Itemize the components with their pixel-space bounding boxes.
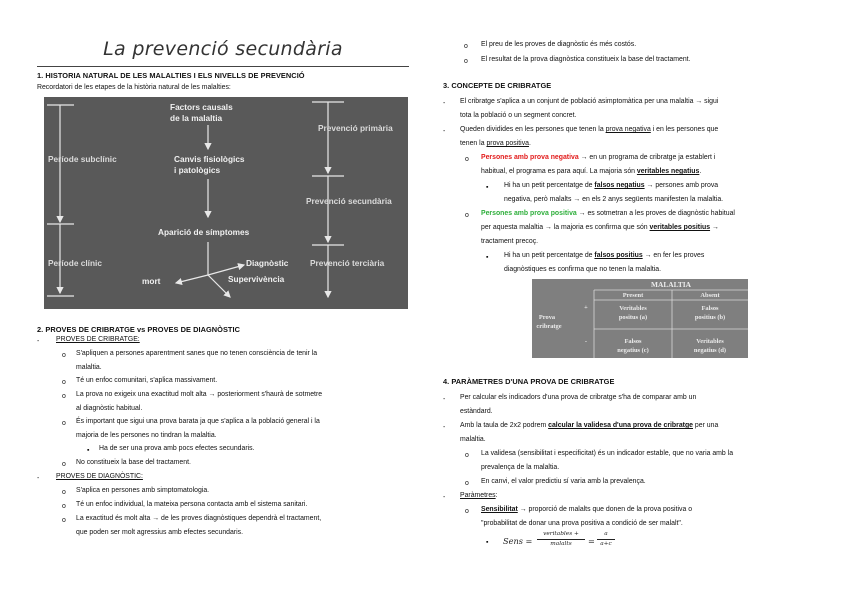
list-item: El preu de les proves de diagnòstic és més costós. xyxy=(481,41,637,48)
table-header: MALALTIA xyxy=(651,280,691,289)
branch-supervivencia xyxy=(208,275,230,297)
list-item: Ha de ser una prova amb pocs efectes secundaris. xyxy=(99,445,255,452)
list-item: malaltia. xyxy=(76,364,102,371)
section-2-heading: 2. PROVES DE CRIBRATGE vs PROVES DE DIAGNÒSTIC xyxy=(37,325,240,334)
list-item: majoria de les persones no tindran la malaltia. xyxy=(76,432,217,439)
label-secundaria: Prevenció secundària xyxy=(306,196,392,206)
branch-mort xyxy=(176,275,208,283)
list-item: Queden dividides en les persones que tenen la prova negativa i en les persones que xyxy=(460,126,719,133)
list-item: tractament precoç. xyxy=(481,238,539,245)
label-primaria: Prevenció primària xyxy=(318,123,393,133)
list-item: que poden ser molt agressius amb efectes secundaris. xyxy=(76,529,243,536)
list-item: No constitueix la base del tractament. xyxy=(76,459,191,466)
section-4-heading: 4. PARÀMETRES D'UNA PROVA DE CRIBRATGE xyxy=(443,377,615,386)
table-row-label: Prova xyxy=(538,314,556,321)
label-aparicio: Aparició de símptomes xyxy=(158,227,250,237)
list-item: Té un enfoc comunitari, s'aplica massivament. xyxy=(76,377,218,384)
list-item: Paràmetres: xyxy=(460,492,498,499)
section-3-heading: 3. CONCEPTE DE CRIBRATGE xyxy=(443,81,552,90)
sensitivity-item: Sensibilitat → proporció de malalts que donen de la prova positiva o xyxy=(481,506,693,513)
list-item: Hi ha un petit percentatge de falsos positius → en fer les proves xyxy=(504,252,705,259)
list-item: Amb la taula de 2x2 podrem calcular la validesa d'una prova de cribratge per una xyxy=(460,422,719,429)
diagnostic-label: PROVES DE DIAGNÒSTIC: xyxy=(56,473,143,480)
table-col-present: Present xyxy=(622,292,644,299)
list-item: El cribratge s'aplica a un conjunt de població asimptomàtica per una malaltia → sigui xyxy=(460,98,719,105)
page-title: La prevenció secundària xyxy=(103,38,343,60)
section-1-heading: 1. HISTORIA NATURAL DE LES MALALTIES I ELS NIVELLS DE PREVENCIÓ xyxy=(37,71,305,80)
table-row-label-2: cribratge xyxy=(536,323,562,330)
table-col-absent: Absent xyxy=(700,292,720,299)
list-item: prevalença de la malaltia. xyxy=(481,464,560,471)
table-cell-d: Veritables negatius (d) xyxy=(693,338,727,354)
label-canvis-2: i patològics xyxy=(174,165,221,175)
list-item: La prova no exigeix una exactitud molt alta → posteriorment s'haurà de sotmetre xyxy=(76,391,323,398)
cribratge-label: PROVES DE CRIBRATGE: xyxy=(56,336,140,343)
table-sign-plus: + xyxy=(584,304,588,311)
label-factors: Factors causals xyxy=(170,102,233,112)
list-item: El resultat de la prova diagnòstica constitueix la base del tractament. xyxy=(481,56,691,63)
list-item: estàndard. xyxy=(460,408,493,415)
list-item: Hi ha un petit percentatge de falsos negatius → persones amb prova xyxy=(504,182,719,189)
label-supervivencia: Supervivència xyxy=(228,274,285,284)
table-sign-minus: - xyxy=(584,338,588,345)
table-cell-a: Veritables positus (a) xyxy=(618,305,648,321)
label-subclinic: Període subclínic xyxy=(48,154,117,164)
list-item: per aquesta malaltia → la majoria es confirma que són veritables positius → xyxy=(481,224,719,231)
list-item: La exactitud és molt alta → de les proves diagnòstiques dependrà el tractament, xyxy=(76,515,322,522)
label-terciaria: Prevenció terciària xyxy=(310,258,385,268)
list-item: negativa, però malalts → en els 2 anys següents manifesten la malaltia. xyxy=(504,196,724,203)
list-item: tenen la prova positiva. xyxy=(460,140,531,147)
negative-item: Persones amb prova negativa → en un programa de cribratge ja establert i xyxy=(481,154,716,161)
list-item: "probabilitat de donar una prova positiva a condició de ser malalt". xyxy=(481,520,683,527)
list-item: diagnòstiques es confirma que no tenen la malaltia. xyxy=(504,266,662,273)
list-item: al diagnòstic habitual. xyxy=(76,405,143,412)
list-item: És important que sigui una prova barata ja que s'aplica a la població general i la xyxy=(76,418,320,425)
label-clinic: Període clínic xyxy=(48,258,102,268)
list-item: malaltia. xyxy=(460,436,486,443)
label-mort: mort xyxy=(142,276,161,286)
list-item: La validesa (sensibilitat i especificitat) és un indicador estable, que no varia amb la xyxy=(481,450,734,457)
table-cell-b: Falsos positius (b) xyxy=(694,305,726,321)
list-item: habitual, el programa es para aquí. La majoria són veritables negatius. xyxy=(481,168,702,175)
label-canvis: Canvis fisiològics xyxy=(174,154,245,164)
natural-history-diagram xyxy=(44,97,408,309)
list-item: Per calcular els indicadors d'una prova de cribratge s'ha de comparar amb un xyxy=(460,394,697,401)
list-item: S'apliquen a persones aparentment sanes que no tenen consciència de tenir la xyxy=(76,350,318,357)
table-cell-c: Falsos negatius (c) xyxy=(617,338,649,354)
label-diagnostic: Diagnòstic xyxy=(246,258,289,268)
list-item: En canvi, el valor predictiu sí varia amb la prevalença. xyxy=(481,478,646,485)
contingency-table xyxy=(532,279,748,358)
list-item: tota la població o un segment concret. xyxy=(460,112,577,119)
list-item: S'aplica en persones amb simptomatologia. xyxy=(76,487,210,494)
section-1-intro: Recordatori de les etapes de la història natural de les malalties: xyxy=(37,84,231,91)
label-factors-2: de la malaltia xyxy=(170,113,223,123)
positive-item: Persones amb prova positiva → es sotmetran a les proves de diagnòstic habitual xyxy=(481,210,735,217)
list-item: Té un enfoc individual, la mateixa persona contacta amb el sistema sanitari. xyxy=(76,501,308,508)
title-underline xyxy=(37,66,409,67)
